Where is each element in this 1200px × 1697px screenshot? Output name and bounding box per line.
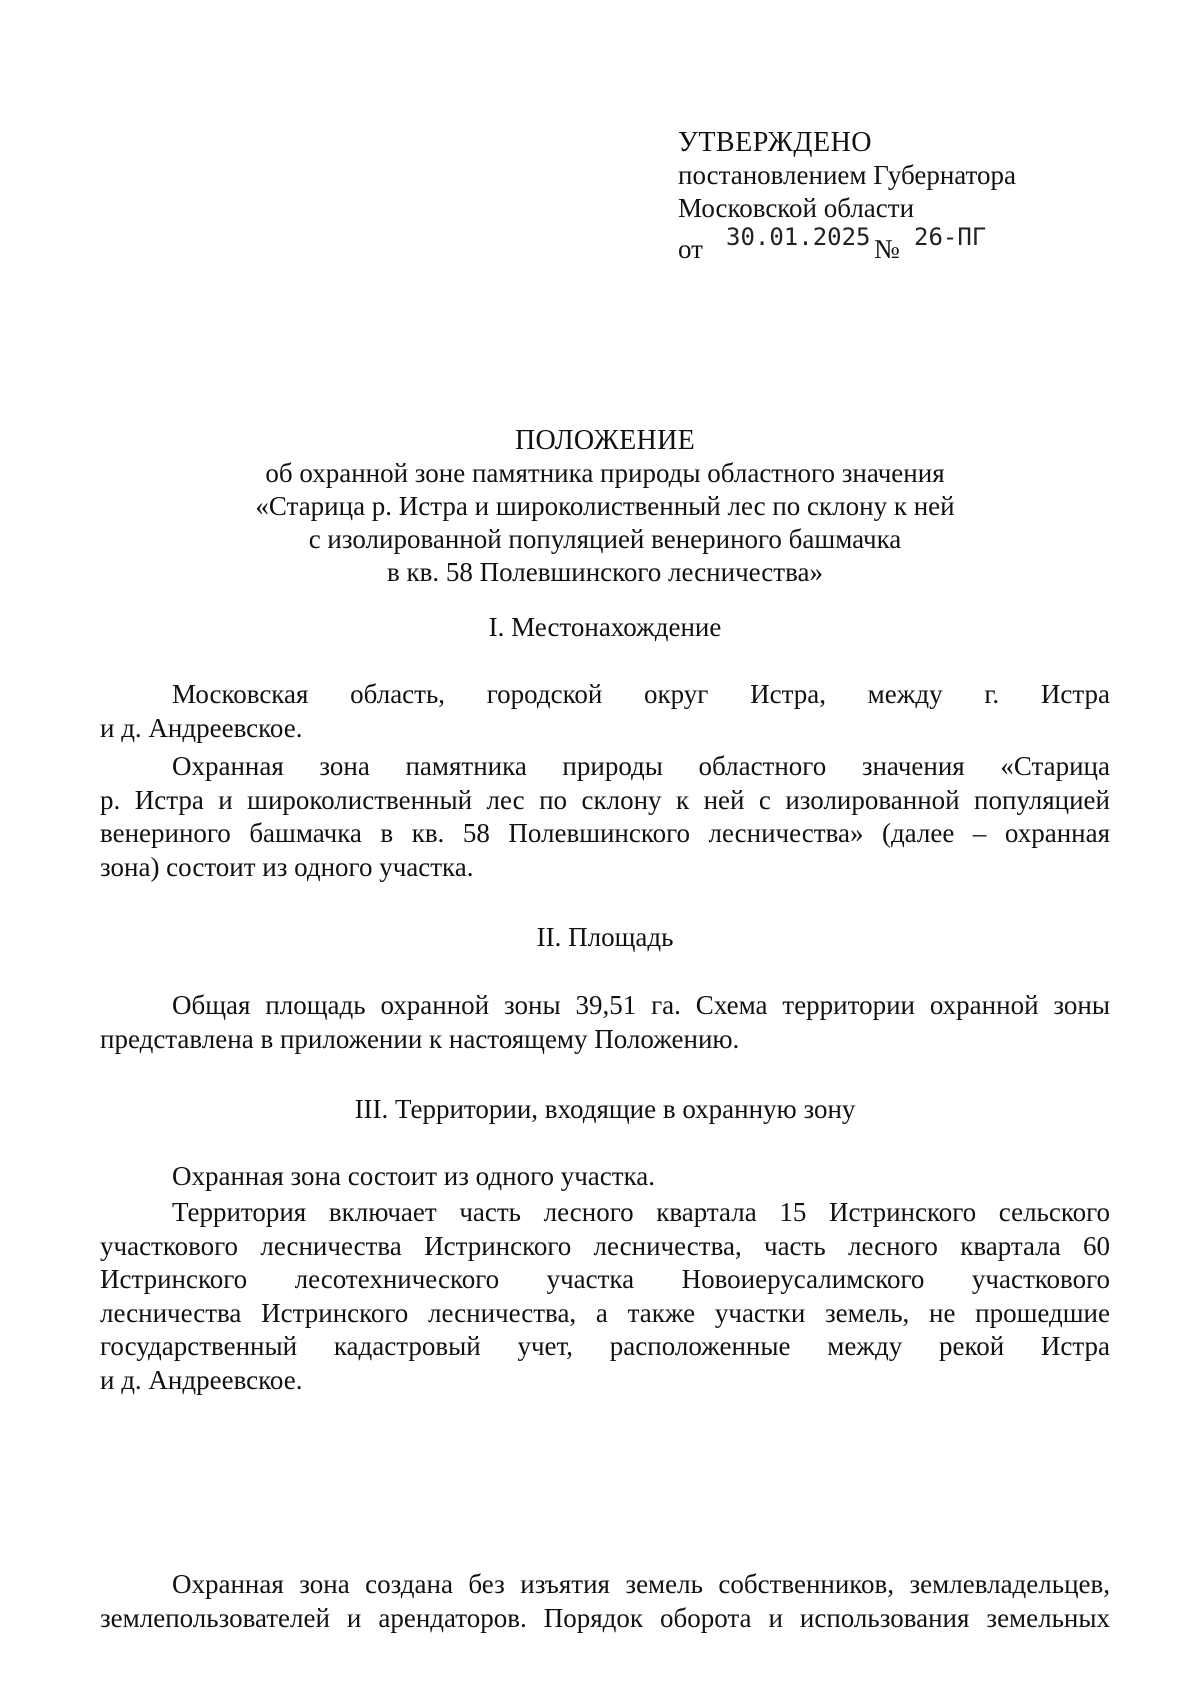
approval-line-2: Московской области — [678, 193, 915, 223]
paragraph-area — [100, 989, 1110, 1056]
section-heading-location: I. Местонахождение — [488, 612, 722, 642]
paragraph-line: венериного башмачка в кв. 58 Полевшинского лесничества» (далее – охранная — [100, 818, 1110, 848]
paragraph-line: участкового лесничества Истринского лесничества, часть лесного квартала 60 — [100, 1230, 1110, 1261]
paragraph-line: и д. Андреевское. — [100, 1364, 303, 1395]
document-title: ПОЛОЖЕНИЕ — [515, 425, 695, 456]
paragraph-one-plot — [100, 1160, 1110, 1194]
document-subtitle-line-1: об охранной зоне памятника природы областного значения — [265, 458, 945, 488]
paragraph-line: Общая площадь охранной зоны 39,51 га. Схема территории охранной зоны — [172, 990, 1110, 1020]
paragraph-line: зона) состоит из одного участка. — [100, 851, 474, 882]
paragraph-line: Охранная зона создана без изъятия земель собственников, землевладельцев, — [172, 1569, 1110, 1599]
document-subtitle-line-2: «Старица р. Истра и широколиственный лес по склону к ней — [255, 491, 955, 521]
paragraph-line: государственный кадастровый учет, расположенные между рекой Истра — [100, 1331, 1110, 1361]
section-heading-area: II. Площадь — [536, 922, 674, 952]
document-subtitle-line-3: с изолированной популяцией венериного башмачка — [308, 524, 902, 554]
approval-date: 30.01.2025 — [726, 223, 871, 251]
approval-from-label: от — [678, 234, 703, 264]
document-title-block — [100, 424, 1110, 589]
paragraph-line: Истринского лесотехнического участка Новоиерусалимского участкового — [100, 1264, 1110, 1294]
paragraph-line: Московская область, городской округ Истра, между г. Истра — [172, 679, 1110, 709]
paragraph-zone-description — [100, 750, 1110, 884]
paragraph-line: Территория включает часть лесного квартала 15 Истринского сельского — [172, 1197, 1110, 1227]
paragraph-line: лесничества Истринского лесничества, а также участки земель, не прошедшие — [100, 1297, 1110, 1328]
document-subtitle-line-4: в кв. 58 Полевшинского лесничества» — [387, 557, 823, 587]
paragraph-line: Охранная зона памятника природы областного значения «Старица — [172, 751, 1110, 781]
paragraph-location-address — [100, 678, 1110, 745]
approval-title: УТВЕРЖДЕНО — [678, 127, 873, 158]
paragraph-line: представлена в приложении к настоящему Положению. — [100, 1023, 740, 1054]
paragraph-line: Охранная зона состоит из одного участка. — [172, 1161, 656, 1191]
paragraph-line: и д. Андреевское. — [100, 712, 303, 743]
paragraph-land-use — [100, 1568, 1110, 1635]
section-heading-territories: III. Территории, входящие в охранную зону — [354, 1094, 856, 1124]
approval-date-line — [678, 223, 1016, 264]
paragraph-line: землепользователей и арендаторов. Порядок оборота и использования земельных — [100, 1602, 1110, 1633]
approval-stamp — [678, 126, 1016, 264]
approval-number: 26-ПГ — [914, 223, 987, 251]
approval-line-1: постановлением Губернатора — [678, 160, 1016, 190]
approval-number-sign: № — [874, 234, 900, 264]
paragraph-line: р. Истра и широколиственный лес по склону к ней с изолированной популяцией — [100, 784, 1110, 815]
paragraph-territory-composition — [100, 1196, 1110, 1397]
